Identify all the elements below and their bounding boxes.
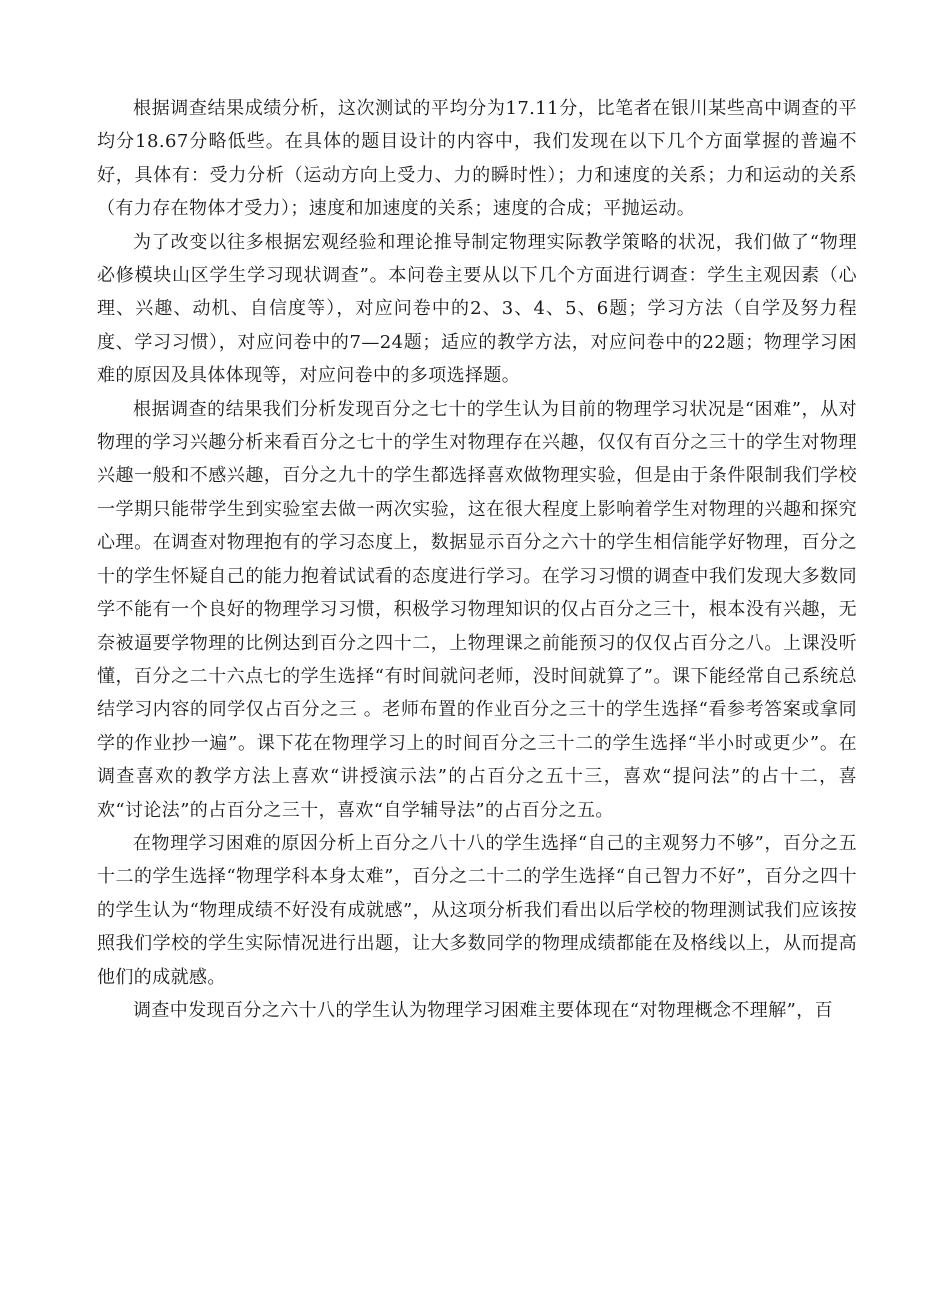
paragraph-difficulty-causes: 在物理学习困难的原因分析上百分之八十八的学生选择“自己的主观努力不够”，百分之五十二的学生选择“物理学科本身太难”，百分之二十二的学生选择“自己智力不好”，百分之四十的学生认为“物理成绩不好没有成就感”，从这项分析我们看出以后学校的物理测试我们应该按照我们学校的学生实际情况进行出题，让大多数同学的物理成绩都能在及格线以上，从而提高他们的成就感。 [97,832,857,988]
paragraph-survey-results: 根据调查的结果我们分析发现百分之七十的学生认为目前的物理学习状况是“困难”，从对物理的学习兴趣分析来看百分之七十的学生对物理存在兴趣，仅仅有百分之三十的学生对物理兴趣一般和不感兴趣，百分之九十的学生都选择喜欢做物理实验，但是由于条件限制我们学校一学期只能带学生到实验室去做一两次实验，这在很大程度上影响着学生对物理的兴趣和探究心理。在调查对物理抱有的学习态度上，数据显示百分之六十的学生相信能学好物理，百分之十的学生怀疑自己的能力抱着试试看的态度进行学习。在学习习惯的调查中我们发现大多数同学不能有一个良好的物理学习习惯，积极学习物理知识的仅占百分之三十，根本没有兴趣，无奈被逼要学物理的比例达到百分之四十二，上物理课之前能预习的仅仅占百分之八。上课没听懂，百分之二十六点七的学生选择“有时间就问老师，没时间就算了”。课下能经常自己系统总结学习内容的同学仅占百分之三 。老师布置的作业百分之三十的学生选择“看参考答案或拿同学的作业抄一遍”。课下花在物理学习上的时间百分之三十二的学生选择“半小时或更少”。在调查喜欢的教学方法上喜欢“讲授演示法”的占百分之五十三，喜欢“提问法”的占十二，喜欢“讨论法”的占百分之三十，喜欢“自学辅导法”的占百分之五。 [97,398,857,821]
paragraph-survey-design: 为了改变以往多根据宏观经验和理论推导制定物理实际教学策略的状况，我们做了“物理必修模块山区学生学习现状调查”。本问卷主要从以下几个方面进行调查：学生主观因素（心理、兴趣、动机、自信度等），对应问卷中的2、3、4、5、6题；学习方法（自学及努力程度、学习习惯），对应问卷中的7—24题；适应的教学方法，对应问卷中的22题；物理学习困难的原因及具体体现等，对应问卷中的多项选择题。 [97,231,857,387]
paragraph-test-score-analysis: 根据调查结果成绩分析，这次测试的平均分为17.11分，比笔者在银川某些高中调查的平均分18.67分略低些。在具体的题目设计的内容中，我们发现在以下几个方面掌握的普遍不好，具体有：受力分析（运动方向上受力、力的瞬时性）；力和速度的关系；力和运动的关系（有力存在物体才受力）；速度和加速度的关系；速度的合成；平抛运动。 [97,98,857,220]
paragraph-difficulty-manifestation: 调查中发现百分之六十八的学生认为物理学习困难主要体现在“对物理概念不理解”，百 [133,999,834,1021]
document-body [97,92,857,1027]
